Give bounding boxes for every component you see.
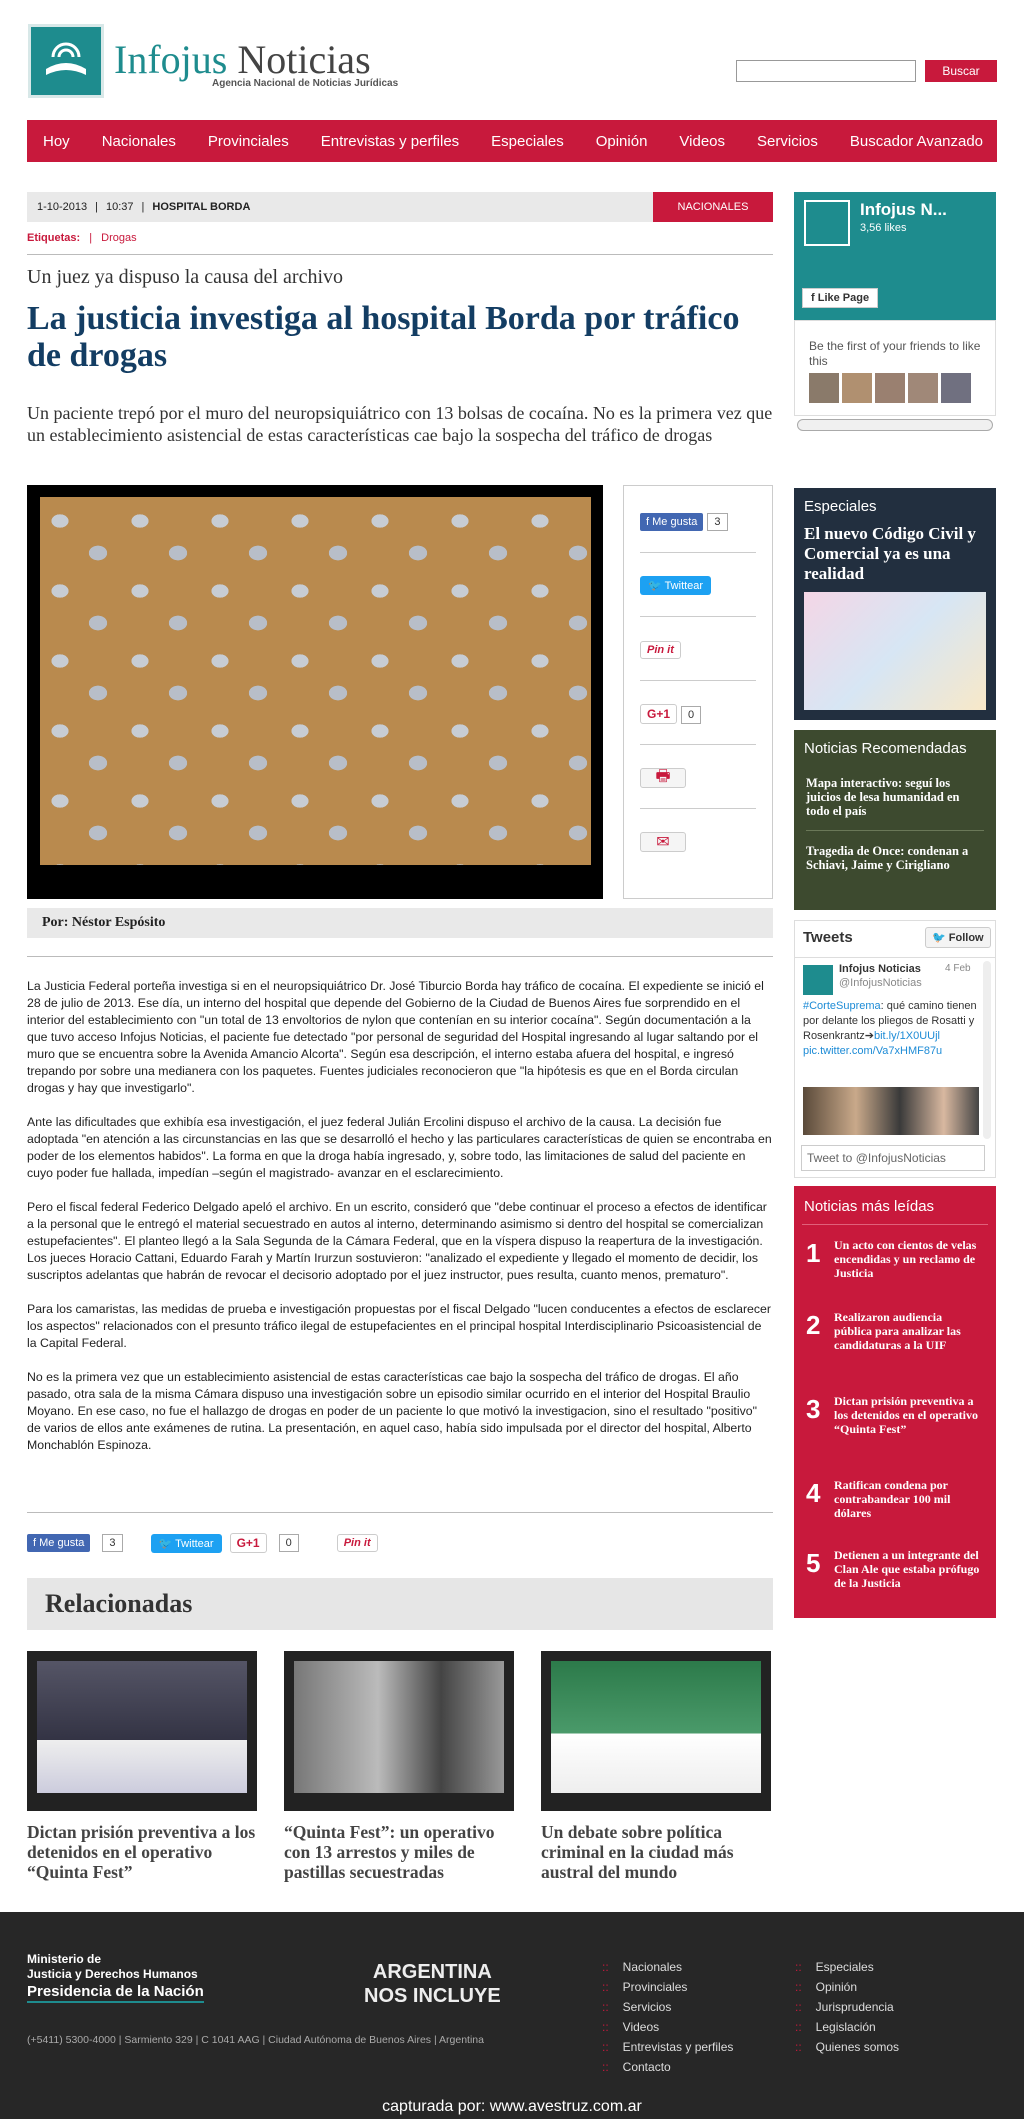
article-author: Por: Néstor Espósito: [27, 908, 773, 938]
fb-like-button[interactable]: f Me gusta: [640, 513, 703, 531]
main-nav: [27, 120, 997, 162]
article-subhead: Un paciente trepó por el muro del neuropsiquiátrico con 13 bolsas de cocaína. No es la primera vez que un establecimiento asistencial de estas características cae bajo la sospecha del tráfico de drogas: [27, 403, 773, 445]
article-time: 10:37: [106, 201, 134, 213]
fb-friend-avatars: [809, 373, 971, 403]
article-kicker: Un juez ya dispuso la causa del archivo: [27, 266, 344, 288]
mas-leidas-box: Noticias más leídas 1 Un acto con cientos de velas encendidas y un reclamo de Justicia 2 Realizaron audiencia pública para analizar las candidaturas a la UIF 3 Dictan prisión preventiva a los detenidos en el operativo “Quinta Fest” 4 Ratifican condena por contrabandear 100 mil dólares 5 Detienen a un integrante del Clan Ale que estaba prófugo de la Justicia: [794, 1186, 996, 1618]
article-body: [27, 978, 773, 1471]
especiales-title: Especiales: [804, 498, 877, 515]
nav-item-videos[interactable]: Videos: [679, 132, 726, 150]
recomendadas-box: [794, 730, 996, 910]
nav-item-provinciales[interactable]: Provinciales: [207, 132, 289, 150]
tweet-compose-input[interactable]: Tweet to @InfojusNoticias: [801, 1145, 985, 1171]
especiales-headline[interactable]: El nuevo Código Civil y Comercial ya es una realidad: [804, 524, 976, 583]
site-tagline: Agencia Nacional de Noticias Jurídicas: [212, 78, 399, 89]
footer-link[interactable]: :: Jurisprudencia: [795, 2000, 894, 2014]
mas-leida-link[interactable]: Detienen a un integrante del Clan Ale que estaba prófugo de la Justicia: [834, 1548, 980, 1590]
footer-link[interactable]: :: Entrevistas y perfiles: [602, 2040, 733, 2054]
mas-leidas-title: Noticias más leídas: [804, 1198, 935, 1215]
scrollbar[interactable]: [797, 419, 993, 431]
email-icon[interactable]: ✉: [640, 832, 686, 852]
mas-leida-link[interactable]: Ratifican condena por contrabandear 100 mil dólares: [834, 1478, 951, 1520]
scrollbar[interactable]: [983, 961, 991, 1139]
paragraph: Ante las dificultades que exhibía esa investigación, el juez federal Julián Ercolini dispuso el archivo de la causa. La decisión fue adoptada "en atención a las circunstancias en las que se desarrolló el hecho y las particulares características de quien se encontraba en poder de los elementos habidos". La forma en que la droga había ingresado, y, sobre todo, las limitaciones de salud del paciente en cuyo poder fue hallada, impedían –según el magistrado- avanzar en el esclarecimiento.: [27, 1115, 772, 1180]
article-date: 1-10-2013: [37, 201, 88, 213]
nav-item-servicios[interactable]: Servicios: [757, 132, 818, 150]
article-photo[interactable]: [40, 497, 591, 865]
tweet-date: 4 Feb: [945, 963, 971, 974]
nav-item-buscador[interactable]: Buscador Avanzado: [849, 132, 984, 150]
footer-link[interactable]: :: Quienes somos: [795, 2040, 899, 2054]
mas-leida-link[interactable]: Realizaron audiencia pública para analizar las candidaturas a la UIF: [834, 1310, 961, 1352]
fb-like-count: 3: [102, 1534, 122, 1552]
google-plus-button[interactable]: G+1: [230, 1533, 267, 1553]
slogan: ARGENTINA NOS INCLUYE: [364, 1961, 501, 2007]
fb-page-widget: [794, 192, 996, 320]
article-headline: La justicia investiga al hospital Borda por tráfico de drogas: [27, 300, 740, 374]
footer-link[interactable]: :: Legislación: [795, 2020, 876, 2034]
footer-address: (+5411) 5300-4000 | Sarmiento 329 | C 1041 AAG | Ciudad Autónoma de Buenos Aires | Argentina: [27, 2034, 484, 2046]
recomendada-link[interactable]: Mapa interactivo: seguí los juicios de lesa humanidad en todo el país: [806, 776, 960, 818]
footer-link[interactable]: :: Contacto: [602, 2060, 671, 2074]
tag-link[interactable]: Drogas: [101, 232, 137, 244]
google-plus-count: 0: [681, 706, 701, 724]
nav-item-nacionales[interactable]: Nacionales: [101, 132, 176, 150]
tags-label: Etiquetas:: [27, 232, 81, 244]
footer: [0, 1912, 1024, 2119]
section-badge[interactable]: NACIONALES: [653, 192, 773, 222]
fb-page-name[interactable]: Infojus N...: [860, 200, 947, 219]
related-image[interactable]: [541, 1651, 771, 1811]
article-topic: HOSPITAL BORDA: [152, 201, 251, 213]
fb-page-logo: [804, 200, 850, 246]
related-image[interactable]: [284, 1651, 514, 1811]
google-plus-count: 0: [279, 1534, 299, 1552]
pinterest-button[interactable]: Pin it: [640, 641, 681, 659]
footer-link[interactable]: :: Nacionales: [602, 1960, 682, 1974]
search-input[interactable]: [736, 60, 916, 82]
tweet-avatar[interactable]: [803, 965, 833, 995]
divider: [27, 1512, 773, 1513]
share-column: [623, 485, 773, 899]
bottom-share-bar: [27, 1533, 378, 1553]
print-icon[interactable]: 🖶: [640, 768, 686, 788]
tweet-button[interactable]: 🐦 Twittear: [640, 576, 711, 595]
nav-item-especiales[interactable]: Especiales: [491, 132, 564, 150]
fb-friends-box: [794, 320, 996, 416]
footer-link[interactable]: :: Servicios: [602, 2000, 671, 2014]
tweet-user[interactable]: Infojus Noticias: [839, 963, 921, 975]
tweet-text: #CorteSuprema: qué camino tienen por delante los pliegos de Rosatti y Rosenkrantz➔bit.ly/1X0UUjl pic.twitter.com/Va7xHMF87u: [803, 1000, 977, 1057]
divider: [27, 956, 773, 957]
nav-item-entrevistas[interactable]: Entrevistas y perfiles: [320, 132, 460, 150]
site-title: Infojus Noticias: [114, 37, 371, 82]
fb-friends-text: Be the first of your friends to like this: [809, 339, 981, 368]
recomendadas-title: Noticias Recomendadas: [804, 740, 967, 757]
article-meta: 1-10-2013 | 10:37 | HOSPITAL BORDA: [27, 192, 773, 222]
related-title[interactable]: Dictan prisión preventiva a los detenidos en el operativo “Quinta Fest”: [27, 1822, 256, 1882]
mas-leida-link[interactable]: Dictan prisión preventiva a los detenidos en el operativo “Quinta Fest”: [834, 1394, 978, 1436]
logo-book-icon: [31, 27, 101, 95]
paragraph: Para los camaristas, las medidas de prueba e investigación propuestas por el fiscal Delgado "lucen conducentes a efectos de esclarecer los aspectos" relacionados con el presunto tráfico ilegal de estupefacientes en el principal hospital Interdisciplinario Psicoasistencial de la Capital Federal.: [27, 1302, 771, 1350]
fb-like-page-button[interactable]: f Like Page: [802, 288, 878, 308]
footer-link[interactable]: :: Opinión: [795, 1980, 857, 1994]
logo[interactable]: [28, 24, 104, 98]
tweets-title: Tweets: [803, 929, 853, 946]
paragraph: La Justicia Federal porteña investiga si en el neuropsiquiátrico Dr. José Tiburcio Borda hay tráfico de cocaína. El expediente se inició el 28 de julio de 2013. Ese día, un interno del hospital que depende del Gobierno de la Ciudad de Buenos Aires fue sorprendido en el interior del establecimiento con "un total de 13 envoltorios de nylon que contenían en su interior cocaína". Según documentación a la que tuvo acceso Infojus Noticias, el paciente fue detectado "por personal de seguridad del Hospital ingresando al lugar saltando por el muro que se encuentra sobre la Avenida Amancio Alcorta". Según esa descripción, el interno estaba afuera del hospital, e ingresó trepando por sobre una medianera con los paquetes. Fuentes judiciales reconocieron que "la hipótesis es que en el Borda circulan drogas y hay que investigarlo".: [27, 979, 764, 1095]
especiales-image[interactable]: [804, 592, 986, 710]
fb-likes-count: 3,56 likes: [860, 222, 907, 234]
pinterest-button[interactable]: Pin it: [337, 1534, 378, 1552]
footer-link[interactable]: :: Provinciales: [602, 1980, 687, 1994]
ministry-logo[interactable]: Ministerio de Justicia y Derechos Humanos Presidencia de la Nación: [27, 1952, 204, 2003]
fb-like-count: 3: [707, 513, 727, 531]
nav-item-hoy[interactable]: Hoy: [43, 132, 70, 150]
recomendada-link[interactable]: Tragedia de Once: condenan a Schiavi, Jaime y Cirigliano: [806, 844, 969, 872]
mas-leida-link[interactable]: Un acto con cientos de velas encendidas y un reclamo de Justicia: [834, 1238, 977, 1280]
tags-line: Etiquetas: | Drogas: [27, 232, 137, 244]
divider: [27, 254, 773, 255]
related-header: Relacionadas: [27, 1578, 773, 1630]
paragraph: Pero el fiscal federal Federico Delgado apeló el archivo. En un escrito, consideró que "debe continuar el proceso a efectos de identificar a la personal que le entregó el material secuestrado en autos al interno, determinando asimismo si dentro del hospital se comercializan estupefacientes". El planteo llegó a la Sala Segunda de la Cámara Federal, que en la víspera dispuso la reapertura de la investigación. Los jueces Horacio Cattani, Eduardo Farah y Martín Irurzun sostuvieron: "analizado el expediente y llegado el momento de decidir, los suscriptos adelantas que habrán de revocar el decisorio adoptado por el juez instructor, pues resulta, cuanto menos, prematuro".: [27, 1200, 767, 1282]
tweet-button[interactable]: 🐦 Twittear: [151, 1534, 222, 1553]
capture-credit: capturada por: www.avestruz.com.ar: [382, 2098, 642, 2115]
google-plus-button[interactable]: G+1: [640, 704, 677, 724]
especiales-box: [794, 488, 996, 720]
paragraph: No es la primera vez que un establecimiento asistencial de estas características cae bajo la sospecha del tráfico de drogas. El año pasado, otra sala de la misma Cámara dispuso una investigación sobre un episodio similar ocurrido en el interior del Hospital Braulio Moyano. En ese caso, no fue el hallazgo de drogas en poder de un paciente lo que motivó la investigacion, sino el resultado "positivo" de varios de ellos ante exámenes de rutina. La presentación, en aquel caso, había sido impulsada por el director del hospital, Alberto Monchablón Espinoza.: [27, 1370, 757, 1452]
footer-link[interactable]: :: Videos: [602, 2020, 659, 2034]
twitter-widget: [794, 920, 996, 1178]
search-button[interactable]: Buscar: [925, 60, 997, 82]
footer-link[interactable]: :: Especiales: [795, 1960, 874, 1974]
related-title[interactable]: Un debate sobre política criminal en la ciudad más austral del mundo: [541, 1822, 734, 1882]
related-image[interactable]: [27, 1651, 257, 1811]
tweet-handle: @InfojusNoticias: [839, 977, 922, 989]
related-title[interactable]: “Quinta Fest”: un operativo con 13 arrestos y miles de pastillas secuestradas: [284, 1822, 495, 1882]
tweet-image[interactable]: [803, 1087, 979, 1135]
fb-like-button[interactable]: f Me gusta: [27, 1534, 90, 1552]
nav-item-opinion[interactable]: Opinión: [595, 132, 648, 150]
follow-button[interactable]: 🐦 Follow: [925, 927, 991, 948]
